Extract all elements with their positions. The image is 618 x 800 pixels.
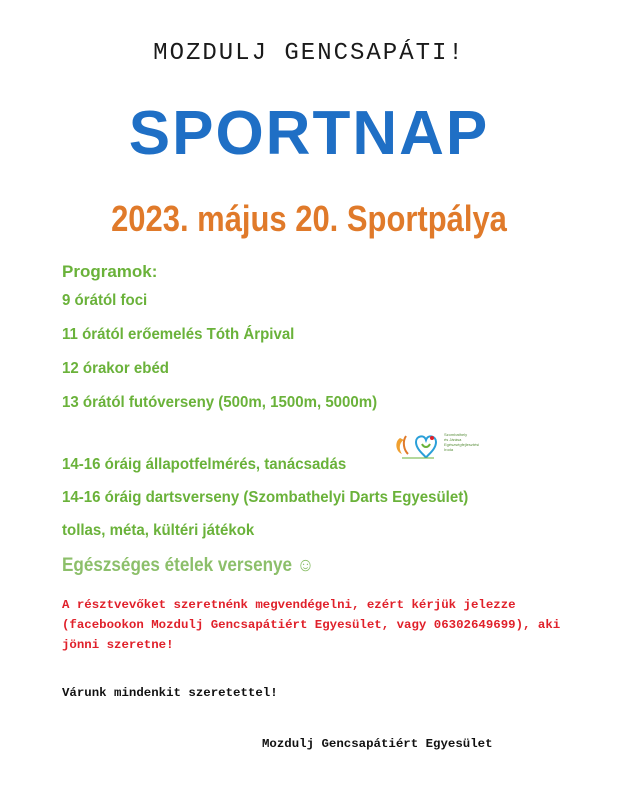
program-item: 11 órától erőemelés Tóth Árpival [62,326,295,343]
program-item: 13 órától futóverseny (500m, 1500m, 5000m) [62,394,378,411]
program-item: 14-16 óráig dartsverseny (Szombathelyi Darts Egyesület) [62,489,469,506]
welcome-text: Várunk mindenkit szeretettel! [62,686,278,700]
healthy-food-contest: Egészséges ételek versenye ☺ [62,555,315,576]
programs-heading: Programok: [62,262,158,281]
organizer-signature: Mozdulj Gencsapátiért Egyesület [262,737,493,751]
program-item: 12 órakor ebéd [62,360,169,377]
page-title: SPORTNAP [128,99,490,168]
program-item: tollas, méta, kültéri játékok [62,522,255,539]
partner-logo [392,428,522,466]
top-heading: MOZDULJ GENCSAPÁTI! [153,40,465,67]
heart-leaf-icon [392,428,442,466]
program-item: 14-16 óráig állapotfelmérés, tanácsadás [62,456,347,473]
date-place-line: 2023. május 20. Sportpálya [111,198,507,239]
registration-notice: A résztvevőket szeretnénk megvendégelni, ezért kérjük jelezze (facebookon Mozdulj Gencsapátiért Egyesület, vagy 06302649699), aki jönni szeretne! [62,598,561,652]
program-item: 9 órától foci [62,292,148,309]
partner-logo-text: Szombathely és Járása Egészségfejlesztési Iroda [444,432,480,452]
